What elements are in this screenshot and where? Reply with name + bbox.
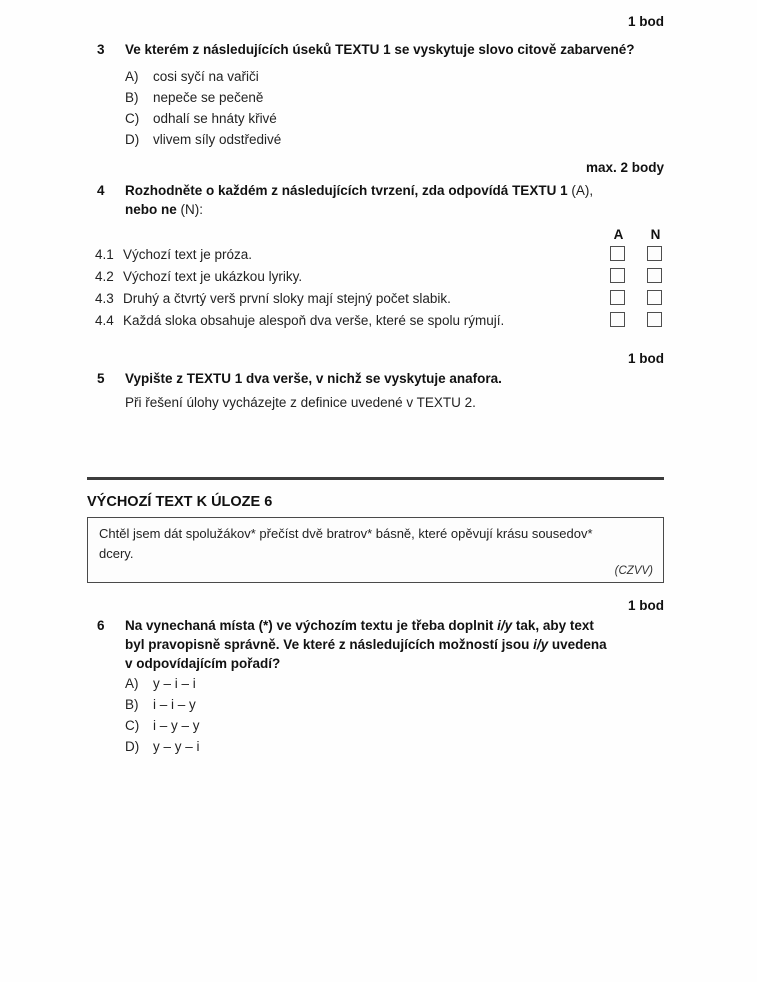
- q3-option-a: [125, 69, 259, 84]
- q4-2-checkbox-n[interactable]: [647, 268, 662, 283]
- option-letter: D): [125, 132, 140, 147]
- source-text-box: [87, 517, 664, 583]
- points-label-q5: 1 bod: [628, 351, 664, 366]
- q4-text-bold: nebo ne: [125, 202, 177, 217]
- exam-content-column: [87, 0, 664, 982]
- statement-text: Druhý a čtvrtý verš první sloky mají stejný počet slabik.: [123, 291, 451, 306]
- question-6-text-line1: [125, 618, 594, 633]
- statement-id: 4.4: [95, 313, 114, 328]
- q6-text-segment: byl pravopisně správně. Ve které z následujících možností jsou: [125, 637, 534, 652]
- option-text: y – i – i: [153, 676, 196, 691]
- q3-option-c: [125, 111, 277, 126]
- q6-option-d: [125, 739, 200, 754]
- q6-option-c: [125, 718, 200, 733]
- option-letter: A): [125, 69, 139, 84]
- option-letter: C): [125, 718, 140, 733]
- option-letter: C): [125, 111, 140, 126]
- source-text-line: Chtěl jsem dát spolužákov* přečíst dvě bratrov* básně, které opěvují krásu sousedov*: [99, 526, 593, 541]
- source-text-heading: VÝCHOZÍ TEXT K ÚLOZE 6: [87, 494, 273, 510]
- source-text-line: dcery.: [99, 546, 134, 561]
- question-5-note: Při řešení úlohy vycházejte z definice uvedené v TEXTU 2.: [125, 395, 476, 410]
- question-6-text-line2: [125, 637, 607, 652]
- question-3-number: 3: [97, 42, 105, 57]
- answer-column-header-a: A: [613, 227, 624, 242]
- q6-text-segment: Na vynechaná místa (*) ve výchozím textu je třeba doplnit: [125, 618, 498, 633]
- q6-text-segment: tak, aby text: [512, 618, 594, 633]
- question-4-text-line2: [125, 202, 203, 217]
- source-attribution: (CZVV): [614, 565, 653, 577]
- option-text: nepeče se pečeně: [153, 90, 264, 105]
- question-4-text-line1: [125, 183, 593, 198]
- points-label-q3: 1 bod: [628, 14, 664, 29]
- q6-text-italic: i/y: [533, 637, 549, 652]
- question-4-number: 4: [97, 183, 105, 198]
- question-6-number: 6: [97, 618, 105, 633]
- q4-statement-row: [95, 291, 451, 306]
- q4-4-checkbox-a[interactable]: [610, 312, 625, 327]
- q4-1-checkbox-a[interactable]: [610, 246, 625, 261]
- question-3-text: Ve kterém z následujících úseků TEXTU 1 se vyskytuje slovo citově zabarvené?: [125, 42, 635, 57]
- q6-text-segment: uvedena: [548, 637, 607, 652]
- statement-text: Výchozí text je próza.: [123, 247, 253, 262]
- option-letter: D): [125, 739, 140, 754]
- section-divider: [87, 477, 664, 480]
- q3-option-b: [125, 90, 263, 105]
- question-5-number: 5: [97, 371, 105, 386]
- q4-statement-row: [95, 313, 504, 328]
- points-label-q4: max. 2 body: [585, 160, 664, 175]
- q3-option-d: [125, 132, 281, 147]
- q4-statement-row: [95, 247, 252, 262]
- q6-option-b: [125, 697, 196, 712]
- question-5-text: Vypište z TEXTU 1 dva verše, v nichž se vyskytuje anafora.: [125, 371, 502, 386]
- option-letter: A): [125, 676, 139, 691]
- option-letter: B): [125, 90, 139, 105]
- statement-text: Výchozí text je ukázkou lyriky.: [123, 269, 303, 284]
- q6-option-a: [125, 676, 196, 691]
- q4-4-checkbox-n[interactable]: [647, 312, 662, 327]
- points-label-q6: 1 bod: [628, 598, 664, 613]
- q4-3-checkbox-a[interactable]: [610, 290, 625, 305]
- statement-text: Každá sloka obsahuje alespoň dva verše, které se spolu rýmují.: [123, 313, 505, 328]
- option-text: i – y – y: [153, 718, 200, 733]
- q4-text-bold: Rozhodněte o každém z následujících tvrzení, zda odpovídá TEXTU 1: [125, 183, 568, 198]
- option-text: cosi syčí na vařiči: [153, 69, 259, 84]
- option-text: y – y – i: [153, 739, 200, 754]
- statement-id: 4.1: [95, 247, 114, 262]
- option-text: vlivem síly odstředivé: [153, 132, 282, 147]
- q4-statement-row: [95, 269, 302, 284]
- q4-text-regular: (A),: [567, 183, 594, 198]
- q4-2-checkbox-a[interactable]: [610, 268, 625, 283]
- option-letter: B): [125, 697, 139, 712]
- question-6-text-line3: [125, 656, 280, 671]
- q6-text-italic: i/y: [497, 618, 513, 633]
- q4-text-regular: (N):: [176, 202, 204, 217]
- q4-1-checkbox-n[interactable]: [647, 246, 662, 261]
- q4-3-checkbox-n[interactable]: [647, 290, 662, 305]
- option-text: odhalí se hnáty křivé: [153, 111, 277, 126]
- statement-id: 4.2: [95, 269, 114, 284]
- q6-text-segment: v odpovídajícím pořadí?: [125, 656, 281, 671]
- option-text: i – i – y: [153, 697, 196, 712]
- answer-column-header-n: N: [650, 227, 661, 242]
- statement-id: 4.3: [95, 291, 114, 306]
